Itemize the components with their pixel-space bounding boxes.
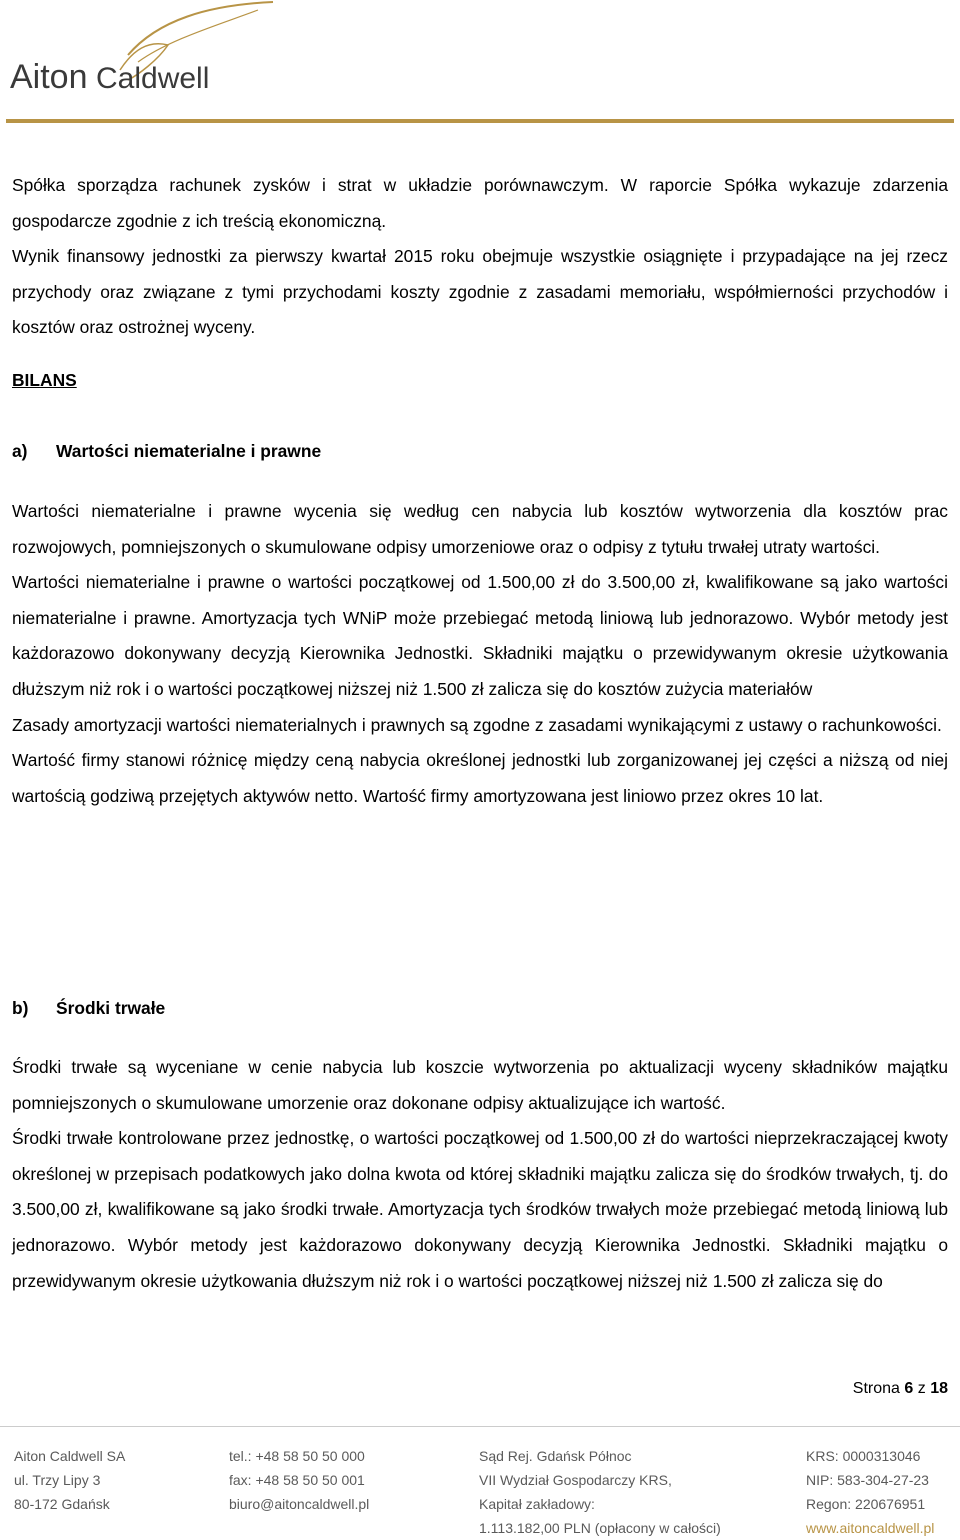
footer-regon: Regon: 220676951 <box>806 1496 926 1512</box>
footer-company-column <box>14 1444 125 1516</box>
section-a-letter: a) <box>12 441 28 461</box>
intro-text <box>12 168 948 346</box>
logo-text-caldwell: Caldwell <box>96 62 210 95</box>
section-b-heading <box>12 998 165 1019</box>
footer-contact-column <box>229 1444 369 1516</box>
intro-paragraph-2: Wynik finansowy jednostki za pierwszy kwartał 2015 roku obejmuje wszystkie osiągnięte i przypadające na jej rzecz przychody oraz związane z tymi przychodami koszty zgodnie z zasadami memoriału, współmierności przychodów i kosztów oraz ostrożnej wyceny. <box>12 246 948 338</box>
footer-company-name: Aiton Caldwell SA <box>14 1448 126 1464</box>
footer-division: VII Wydział Gospodarczy KRS, <box>479 1472 672 1488</box>
footer-fax: fax: +48 58 50 50 001 <box>229 1472 365 1488</box>
section-b-letter: b) <box>12 998 29 1018</box>
logo-text-aiton: Aiton <box>10 58 88 96</box>
page-current: 6 <box>904 1380 914 1397</box>
section-a-body <box>12 494 948 814</box>
intro-paragraph-1: Spółka sporządza rachunek zysków i strat w układzie porównawczym. W raporcie Spółka wykazuje zdarzenia gospodarcze zgodnie z ich treścią ekonomiczną. <box>12 175 948 231</box>
footer <box>0 1444 960 1540</box>
footer-street: ul. Trzy Lipy 3 <box>14 1472 101 1488</box>
section-b-paragraph-1: Środki trwałe są wyceniane w cenie nabycia lub koszcie wytworzenia po aktualizacji wyceny składników majątku pomniejszonych o skumulowane umorzenie oraz dokonane odpisy aktualizujące ich wartość. <box>12 1057 948 1113</box>
footer-nip: NIP: 583-304-27-23 <box>806 1472 929 1488</box>
page-total: 18 <box>930 1380 948 1397</box>
page-label: Strona <box>852 1380 900 1397</box>
section-b-title: Środki trwałe <box>56 998 166 1018</box>
footer-website-link[interactable]: www.aitoncaldwell.pl <box>806 1520 935 1536</box>
footer-ids-column <box>806 1444 934 1540</box>
section-a-paragraph-1: Wartości niematerialne i prawne wycenia się według cen nabycia lub kosztów wytworzenia dla kosztów prac rozwojowych, pomniejszonych o skumulowane odpisy umorzeniowe oraz o odpisy z tytułu trwałej utraty wartości. <box>12 501 948 557</box>
footer-court: Sąd Rej. Gdańsk Północ <box>479 1448 632 1464</box>
footer-email[interactable]: biuro@aitoncaldwell.pl <box>229 1496 370 1512</box>
footer-city: 80-172 Gdańsk <box>14 1496 110 1512</box>
footer-phone: tel.: +48 58 50 50 000 <box>229 1448 365 1464</box>
footer-capital-label: Kapitał zakładowy: <box>479 1496 595 1512</box>
section-a-title: Wartości niematerialne i prawne <box>56 441 322 461</box>
section-a-paragraph-2: Wartości niematerialne i prawne o wartości początkowej od 1.500,00 zł do 3.500,00 zł, kwalifikowane są jako wartości niematerialne i prawne. Amortyzacja tych WNiP może przebiegać metodą liniową lub jednorazowo. Wybór metody jest każdorazowo dokonywany decyzją Kierownika Jednostki. Składniki majątku o przewidywanym okresie użytkowania dłuższym niż rok i o wartości początkowej niższej niż 1.500 zł zalicza się do kosztów zużycia materiałów <box>12 572 948 699</box>
section-b-body <box>12 1050 948 1299</box>
page-of: z <box>917 1380 926 1397</box>
footer-krs: KRS: 0000313046 <box>806 1448 921 1464</box>
company-logo <box>8 0 288 100</box>
page-number <box>853 1380 948 1398</box>
bilans-title: BILANS <box>12 370 77 390</box>
header-divider <box>6 119 954 123</box>
section-a-heading <box>12 441 321 462</box>
footer-registry-column <box>479 1444 721 1540</box>
section-b-paragraph-2: Środki trwałe kontrolowane przez jednostkę, o wartości początkowej od 1.500,00 zł do wartości nieprzekraczającej kwoty określonej w przepisach podatkowych jako dolna kwota od której składniki majątku zalicza się do środków trwałych, tj. do 3.500,00 zł, kwalifikowane są jako środki trwałe. Amortyzacja tych środków trwałych może przebiegać metodą liniową lub jednorazowo. Wybór metody jest każdorazowo dokonywany decyzją Kierownika Jednostki. Składniki majątku o przewidywanym okresie użytkowania dłuższym niż rok i o wartości początkowej niższej niż 1.500 zł zalicza się do <box>12 1128 948 1291</box>
footer-capital-value: 1.113.182,00 PLN (opłacony w całości) <box>479 1520 721 1536</box>
section-a-paragraph-3: Zasady amortyzacji wartości niematerialnych i prawnych są zgodne z zasadami wynikającymi z ustawy o rachunkowości. <box>12 714 942 735</box>
section-a-paragraph-4: Wartość firmy stanowi różnicę między ceną nabycia określonej jednostki lub zorganizowanej jej części a niższą od niej wartością godziwą przejętych aktywów netto. Wartość firmy amortyzowana jest liniowo przez okres 10 lat. <box>12 750 948 806</box>
footer-divider <box>0 1426 960 1427</box>
